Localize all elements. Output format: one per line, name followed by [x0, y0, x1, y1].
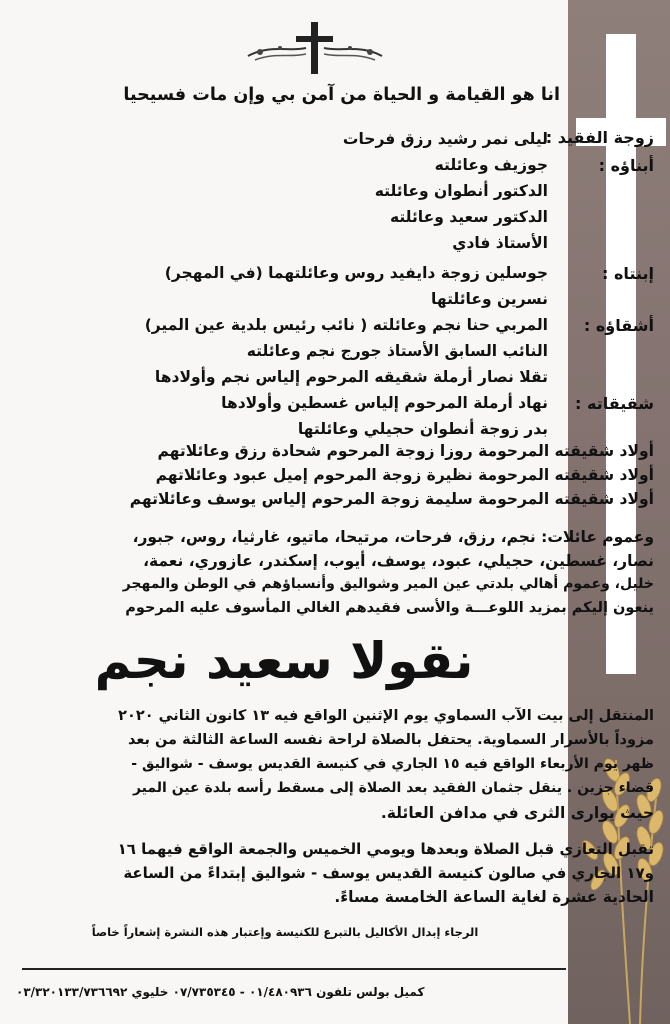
- son-line: الأستاذ فادي: [452, 234, 548, 252]
- daughter-line: نسرين وعائلتها: [431, 290, 548, 308]
- brother-line: تقلا نصار أرملة شقيقه المرحوم إلياس نجم وأولادها: [154, 368, 548, 386]
- condolence-line: و١٧ الجاري في صالون كنيسة القديس يوسف - شواليق إبتداءً من الساعة: [123, 864, 654, 882]
- funeral-line: ظهر يوم الأربعاء الواقع فيه ١٥ الجاري في كنيسة القديس يوسف - شواليق -: [131, 756, 654, 772]
- label-sons: أبناؤه :: [598, 156, 654, 175]
- daughter-line: جوسلين زوجة دايفيد روس وعائلتهما (في المهجر): [164, 264, 548, 282]
- families-line: ينعون إليكم بمزيد اللوعـــة والأسى فقيدهم الغالي المأسوف عليه المرحوم: [125, 600, 654, 616]
- funeral-line: قضاء جزين . ينقل جثمان الفقيد بعد الصلاة إلى مسقط رأسه بلدة عين المير: [132, 780, 654, 796]
- wife-name: ليلى نمر رشيد رزق فرحات: [342, 130, 548, 148]
- condolence-line: تقبل التعازي قبل الصلاة وبعدها ويومي الخميس والجمعة الواقع فيهما ١٦: [117, 840, 654, 858]
- son-line: الدكتور سعيد وعائلته: [389, 208, 548, 226]
- verse-heading: انا هو القيامة و الحياة من آمن بي وإن مات فسيحيا: [123, 85, 560, 105]
- funeral-line: مزوداً بالأسرار السماوية. يحتفل بالصلاة لراحة نفسه الساعة الثالثة من بعد: [127, 732, 654, 748]
- nephews-line: أولاد شقيقته المرحومة نظيرة زوجة المرحوم إميل عبود وعائلاتهم: [155, 466, 654, 484]
- deceased-name: نقولا سعيد نجم: [94, 632, 474, 690]
- families-line: خليل، وعموم أهالي بلدتي عين المير وشواليق وأنسباؤهم في الوطن والمهجر: [122, 576, 654, 592]
- ornament-cross-icon: [240, 18, 390, 78]
- label-daughters: إبنتاه :: [602, 264, 654, 283]
- funeral-line: المنتقل إلى بيت الآب السماوي يوم الإثنين الواقع فيه ١٣ كانون الثاني ٢٠٢٠: [118, 708, 654, 724]
- son-line: جوزيف وعائلته: [434, 156, 548, 174]
- sister-line: بدر زوجة أنطوان حجيلي وعائلتها: [297, 420, 548, 438]
- funeral-line: حيث يوارى الثرى في مدافن العائلة.: [380, 804, 654, 822]
- label-wife: زوجة الفقيد :: [545, 128, 654, 147]
- families-line: وعموم عائلات: نجم، رزق، فرحات، مرتيحا، ماتيو، غارثيا، روس، جبور،: [132, 528, 654, 546]
- brother-line: النائب السابق الأستاذ جورج نجم وعائلته: [246, 342, 548, 360]
- label-brothers: أشقاؤه :: [583, 316, 654, 335]
- wreath-note: الرجاء إبدال الأكاليل بالتبرع للكنيسة وإعتبار هذه النشرة إشعاراً خاصاً: [91, 925, 479, 939]
- nephews-line: أولاد شقيقته المرحومة روزا زوجة المرحوم شحادة رزق وعائلاتهم: [157, 442, 654, 460]
- son-line: الدكتور أنطوان وعائلته: [374, 182, 548, 200]
- footer-divider: [22, 968, 566, 970]
- wheat-icon: [570, 700, 670, 1024]
- families-line: نصار، غسطين، حجيلي، عبود، يوسف، أيوب، إسكندر، عازوري، نعمة،: [143, 552, 654, 570]
- nephews-line: أولاد شقيقته المرحومة سليمة زوجة المرحوم إلياس يوسف وعائلاتهم: [129, 490, 654, 508]
- brother-line: المربي حنا نجم وعائلته ( نائب رئيس بلدية عين المير): [144, 316, 548, 334]
- label-sisters: شقيقاته :: [575, 394, 654, 413]
- footer-contact: كميل بولس تلفون ٠١/٤٨٠٩٣٦ - ٠٧/٧٣٥٣٤٥ خليوي ٠٣/٣٢٠١٣٣/٧٣٦٦٩٢: [16, 985, 425, 999]
- condolence-line: الحادية عشرة لغاية الساعة الخامسة مساءً.: [334, 888, 654, 906]
- sister-line: نهاد أرملة المرحوم إلياس غسطين وأولادها: [221, 394, 548, 412]
